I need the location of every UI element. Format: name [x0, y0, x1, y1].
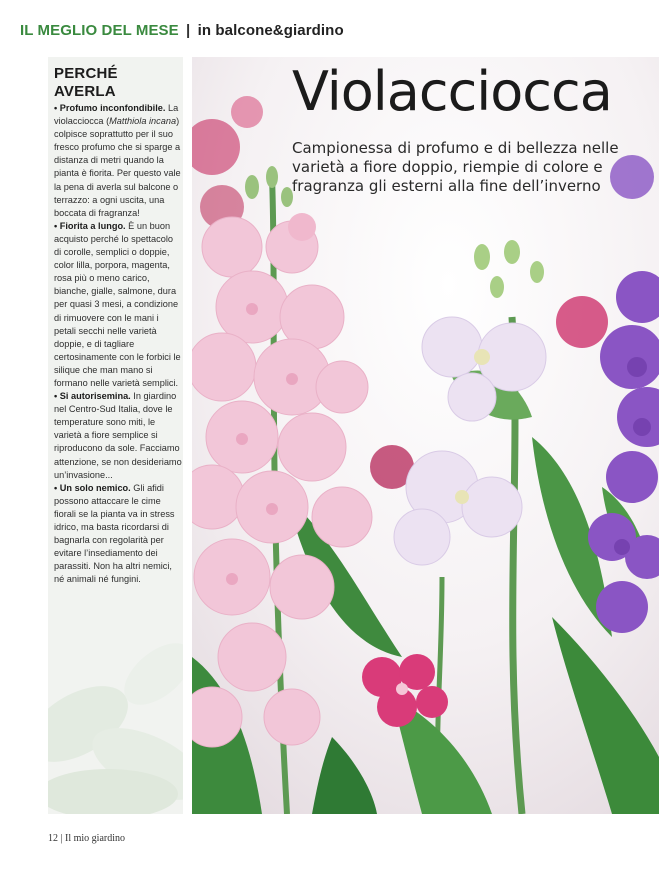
sidebar-item-fiorita: • Fiorita a lungo. È un buon acquisto perché lo spettacolo di corolle, semplici o doppie, color lilla, porpora, magenta, rosa più o meno carico, bianche, gialle, salmone, dura per quasi 3 mesi, a condizione di rimuovere con le mani i petali secchi nelle varietà doppie, e di tagliare certosinamente con le forbici le silique che man mano si formano nelle varietà semplici.	[54, 220, 181, 388]
page-footer	[48, 833, 125, 844]
section-label: IL MEGLIO DEL MESE	[20, 22, 179, 39]
footer-separator: |	[60, 833, 63, 844]
article-intro: Campionessa di profumo e di bellezza nelle varietà a fiore doppio, riempie di colore e fragranza gli esterni alla fine dell’inverno	[292, 139, 619, 195]
category-label: in balcone&giardino	[197, 22, 344, 39]
sidebar-item-autorisemina: • Si autorisemina. In giardino nel Centro-Sud Italia, dove le temperature sono miti, le varietà a fiore semplice si riproducono da sole. Facciamo attenzione, se non desideriamo un’invasione...	[54, 391, 182, 480]
sidebar-leaf-wash	[48, 554, 183, 814]
sidebar-box	[48, 57, 183, 814]
sidebar-title: PERCHÉ AVERLA	[54, 65, 118, 100]
latin-name: Matthiola incana	[109, 116, 177, 127]
item-lead: • Fiorita a lungo.	[54, 220, 126, 231]
item-lead: • Un solo nemico.	[54, 482, 131, 493]
item-lead: • Si autorisemina.	[54, 391, 131, 402]
article-title: Violacciocca	[292, 60, 612, 123]
header-separator: |	[186, 22, 191, 39]
sidebar-item-nemico: • Un solo nemico. Gli afidi possono attaccare le cime fiorali se la pianta va in stress idrico, ma basta ricordarsi di bagnarla con regolarità per evitare l’insediamento dei parassiti. Non ha altri nemici, né animali né fungini.	[54, 482, 175, 585]
page-header	[20, 22, 344, 39]
sidebar-text	[54, 65, 182, 586]
page-number: 12	[48, 833, 58, 844]
sidebar-item-profumo: • Profumo inconfondibile. La violacciocca (Matthiola incana) colpisce soprattutto per il suo fresco profumo che si sparge a distanza di metri quando la pianta è fiorita. Per questo vale la pena di averla sul balcone o terrazzo: a ogni uscita, una boccata di fragranza!	[54, 103, 181, 218]
item-lead: • Profumo inconfondibile.	[54, 103, 166, 113]
magazine-name: Il mio giardino	[65, 833, 126, 844]
